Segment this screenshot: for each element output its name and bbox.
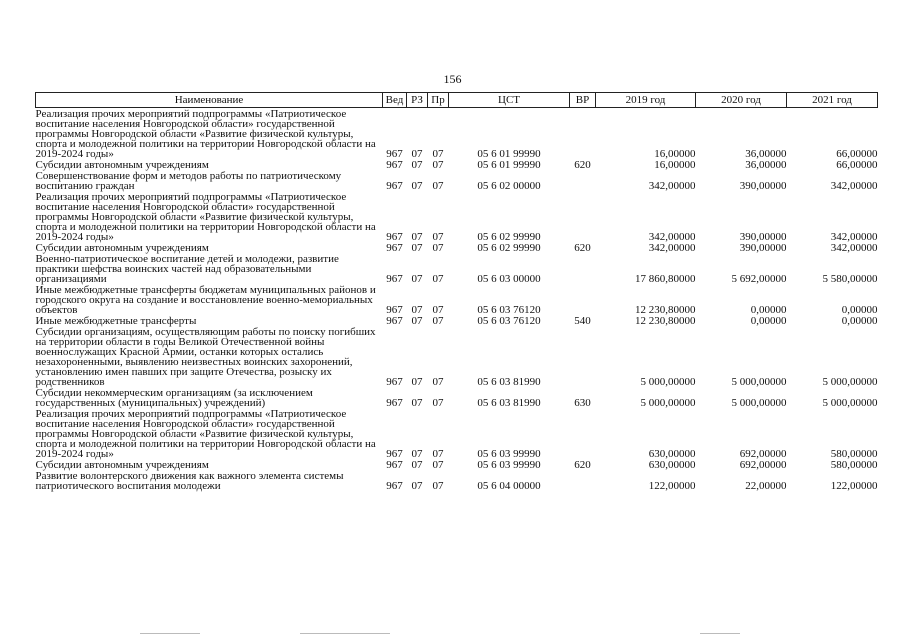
- cell-2019: 16,00000: [654, 148, 696, 160]
- cell-ved: 967: [386, 148, 403, 160]
- cell-name: Реализация прочих мероприятий подпрограммы «Патриотическое воспитание населения Новгородской области» государственной программы Новгородской области «Развитие физической культуры, спорта и молодежной политики на территории Новгородской области на 2019-2024 годы»: [35, 108, 376, 160]
- cell-2020: 0,00000: [750, 315, 787, 327]
- cell-2021: 122,00000: [830, 480, 878, 492]
- cell-pr: 07: [432, 315, 444, 327]
- cell-vr: [570, 326, 596, 387]
- header-rz: РЗ: [407, 93, 428, 108]
- cell-cst: 05 6 03 00000: [477, 273, 541, 285]
- cell-ved: 967: [386, 459, 403, 471]
- header-2019: 2019 год: [596, 93, 696, 108]
- cell-vr: 630: [574, 397, 591, 409]
- cell-pr: 07: [432, 180, 444, 192]
- table-row: [36, 408, 878, 459]
- cell-cst: 05 6 03 99990: [477, 459, 541, 471]
- cell-name: Субсидии организациям, осуществляющим работы по поиску погибших на территории области в годы Великой Отечественной войны военнослужащих Красной Армии, останки которых остались незахороненными, выявлению неизвестных воинских захоронений, установлению имен павших при защите Отечества, розыску их родственников: [35, 326, 376, 388]
- cell-vr: [570, 108, 596, 160]
- cell-2021: 342,00000: [830, 231, 878, 243]
- cell-2020: 22,00000: [745, 480, 787, 492]
- cell-pr: 07: [432, 242, 444, 254]
- budget-table: [35, 92, 878, 491]
- cell-2020: 390,00000: [739, 180, 787, 192]
- cell-2021: 5 580,00000: [822, 273, 878, 285]
- cell-ved: 967: [386, 180, 403, 192]
- cell-2021: 66,00000: [836, 159, 878, 171]
- cell-cst: 05 6 02 99990: [477, 231, 541, 243]
- cell-name: Иные межбюджетные трансферты бюджетам муниципальных районов и городского округа на создание и восстановление военно-мемориальных объектов: [35, 284, 376, 316]
- cell-vr: 620: [574, 242, 591, 254]
- cell-rz: 07: [411, 242, 423, 254]
- cell-2021: 342,00000: [830, 180, 878, 192]
- cell-cst: 05 6 03 99990: [477, 448, 541, 460]
- cell-cst: 05 6 03 76120: [477, 315, 541, 327]
- cell-cst: 05 6 02 99990: [477, 242, 541, 254]
- cell-name: Военно-патриотическое воспитание детей и молодежи, развитие практики шефства воинских частей над образовательными организациями: [35, 253, 339, 285]
- cell-2020: 692,00000: [739, 459, 787, 471]
- cell-vr: [570, 284, 596, 315]
- cell-cst: 05 6 01 99990: [477, 148, 541, 160]
- cell-vr: [570, 170, 596, 191]
- table-row: [36, 315, 878, 326]
- header-name: Наименование: [36, 93, 383, 108]
- table-body: [36, 108, 878, 492]
- cell-rz: 07: [411, 159, 423, 171]
- cell-2020: 36,00000: [745, 159, 787, 171]
- cell-ved: 967: [386, 397, 403, 409]
- cell-vr: 620: [574, 459, 591, 471]
- cell-ved: 967: [386, 304, 403, 316]
- cell-cst: 05 6 03 81990: [477, 397, 541, 409]
- table-row: [36, 108, 878, 160]
- cell-ved: 967: [386, 376, 403, 388]
- cell-rz: 07: [411, 304, 423, 316]
- cell-2019: 342,00000: [648, 180, 696, 192]
- table-row: [36, 326, 878, 387]
- cell-ved: 967: [386, 242, 403, 254]
- cell-rz: 07: [411, 148, 423, 160]
- table-row: [36, 470, 878, 491]
- cell-rz: 07: [411, 376, 423, 388]
- cell-2020: 0,00000: [750, 304, 787, 316]
- scan-artifact: [140, 633, 200, 634]
- cell-pr: 07: [432, 480, 444, 492]
- page-number: 156: [443, 72, 462, 86]
- cell-2021: 580,00000: [830, 459, 878, 471]
- cell-ved: 967: [386, 448, 403, 460]
- cell-rz: 07: [411, 315, 423, 327]
- cell-name: Реализация прочих мероприятий подпрограммы «Патриотическое воспитание населения Новгородской области» государственной программы Новгородской области «Развитие физической культуры, спорта и молодежной политики на территории Новгородской области на 2019-2024 годы»: [35, 191, 376, 243]
- header-cst: ЦСТ: [449, 93, 570, 108]
- cell-2021: 0,00000: [841, 304, 878, 316]
- cell-name: Иные межбюджетные трансферты: [35, 315, 197, 327]
- cell-ved: 967: [386, 315, 403, 327]
- cell-name: Субсидии автономным учреждениям: [35, 459, 209, 471]
- cell-vr: 540: [574, 315, 591, 327]
- cell-pr: 07: [432, 304, 444, 316]
- cell-cst: 05 6 02 00000: [477, 180, 541, 192]
- cell-ved: 967: [386, 159, 403, 171]
- cell-pr: 07: [432, 397, 444, 409]
- cell-2019: 5 000,00000: [640, 397, 696, 409]
- cell-rz: 07: [411, 180, 423, 192]
- cell-rz: 07: [411, 273, 423, 285]
- cell-pr: 07: [432, 448, 444, 460]
- cell-cst: 05 6 03 76120: [477, 304, 541, 316]
- cell-pr: 07: [432, 159, 444, 171]
- cell-cst: 05 6 04 00000: [477, 480, 541, 492]
- cell-2019: 17 860,80000: [635, 273, 696, 285]
- table-row: [36, 459, 878, 470]
- cell-2019: 342,00000: [648, 231, 696, 243]
- cell-2020: 36,00000: [745, 148, 787, 160]
- cell-2020: 5 692,00000: [731, 273, 787, 285]
- cell-2021: 0,00000: [841, 315, 878, 327]
- cell-2019: 122,00000: [648, 480, 696, 492]
- cell-ved: 967: [386, 480, 403, 492]
- cell-vr: [570, 253, 596, 284]
- cell-rz: 07: [411, 480, 423, 492]
- cell-rz: 07: [411, 397, 423, 409]
- cell-ved: 967: [386, 273, 403, 285]
- cell-name: Субсидии автономным учреждениям: [35, 159, 209, 171]
- cell-2020: 5 000,00000: [731, 376, 787, 388]
- table-row: [36, 159, 878, 170]
- cell-2020: 390,00000: [739, 242, 787, 254]
- cell-name: Субсидии некоммерческим организациям (за исключением государственных (муниципальных) учреждений): [35, 387, 313, 409]
- cell-pr: 07: [432, 459, 444, 471]
- cell-2019: 5 000,00000: [640, 376, 696, 388]
- cell-2019: 342,00000: [648, 242, 696, 254]
- cell-pr: 07: [432, 148, 444, 160]
- cell-2019: 630,00000: [648, 448, 696, 460]
- header-2020: 2020 год: [696, 93, 787, 108]
- table-row: [36, 170, 878, 191]
- cell-pr: 07: [432, 231, 444, 243]
- table-header-row: [36, 93, 878, 108]
- cell-vr: [570, 408, 596, 459]
- header-ved: Вед: [383, 93, 407, 108]
- table-row: [36, 284, 878, 315]
- cell-name: Развитие волонтерского движения как важного элемента системы патриотического воспитания молодежи: [35, 470, 344, 492]
- cell-cst: 05 6 01 99990: [477, 159, 541, 171]
- cell-rz: 07: [411, 231, 423, 243]
- table-row: [36, 253, 878, 284]
- cell-vr: [570, 191, 596, 242]
- cell-pr: 07: [432, 273, 444, 285]
- cell-cst: 05 6 03 81990: [477, 376, 541, 388]
- cell-2021: 342,00000: [830, 242, 878, 254]
- header-vr: ВР: [570, 93, 596, 108]
- cell-name: Реализация прочих мероприятий подпрограммы «Патриотическое воспитание населения Новгородской области» государственной программы Новгородской области «Развитие физической культуры, спорта и молодежной политики на территории Новгородской области на 2019-2024 годы»: [35, 408, 376, 460]
- header-pr: Пр: [428, 93, 449, 108]
- cell-rz: 07: [411, 448, 423, 460]
- table-row: [36, 387, 878, 408]
- cell-2020: 390,00000: [739, 231, 787, 243]
- cell-2021: 5 000,00000: [822, 376, 878, 388]
- cell-vr: 620: [574, 159, 591, 171]
- scan-artifact: [700, 633, 740, 634]
- cell-2019: 12 230,80000: [635, 315, 696, 327]
- cell-ved: 967: [386, 231, 403, 243]
- cell-2021: 580,00000: [830, 448, 878, 460]
- table-row: [36, 191, 878, 242]
- cell-2019: 12 230,80000: [635, 304, 696, 316]
- cell-2020: 692,00000: [739, 448, 787, 460]
- cell-rz: 07: [411, 459, 423, 471]
- header-2021: 2021 год: [787, 93, 878, 108]
- cell-2019: 630,00000: [648, 459, 696, 471]
- cell-2020: 5 000,00000: [731, 397, 787, 409]
- cell-name: Субсидии автономным учреждениям: [35, 242, 209, 254]
- cell-2021: 66,00000: [836, 148, 878, 160]
- cell-name: Совершенствование форм и методов работы по патриотическому воспитанию граждан: [35, 170, 342, 192]
- scan-artifact: [300, 633, 390, 634]
- cell-2021: 5 000,00000: [822, 397, 878, 409]
- cell-pr: 07: [432, 376, 444, 388]
- cell-2019: 16,00000: [654, 159, 696, 171]
- cell-vr: [570, 470, 596, 491]
- table-row: [36, 242, 878, 253]
